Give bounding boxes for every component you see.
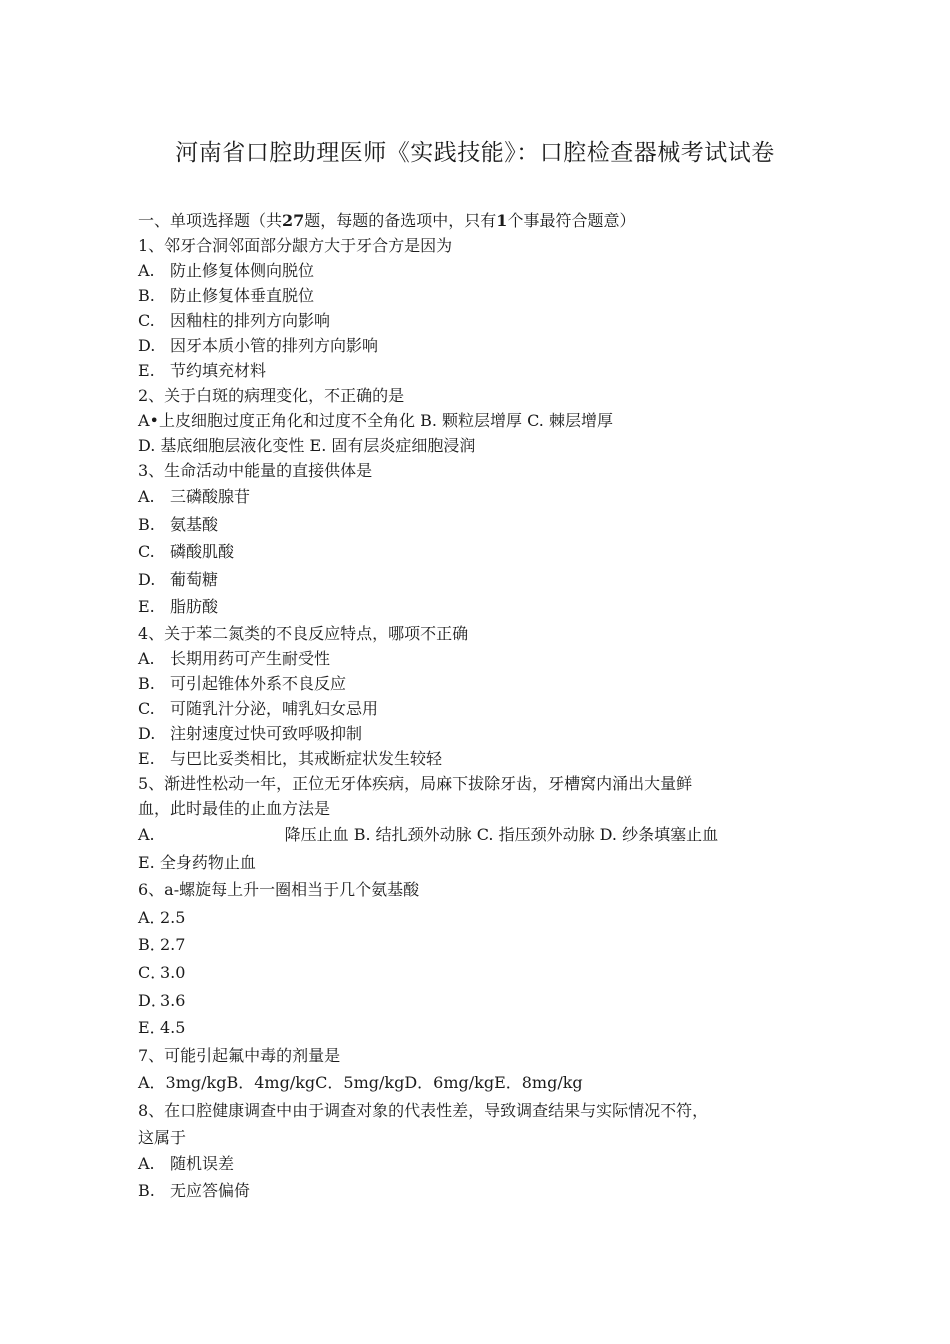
option-letter: C． [138,962,167,982]
option-letter: A. [138,824,155,844]
option-text: 节约填充材料 [170,361,267,380]
option-text: 三磷酸腺苷 [170,487,251,506]
answer-option [138,593,818,621]
question-count: 27 [282,211,305,230]
option-text: 注射速度过快可致呼吸抑制 [170,723,363,743]
answer-option [138,358,818,383]
option-letter: A． [138,907,166,927]
option-text: 随机误差 [170,1153,235,1173]
answer-option [138,333,818,358]
answer-option [138,904,818,932]
inline-options [138,821,818,849]
option-text: 3.6 [160,990,186,1010]
question-stem: 1、邻牙合洞邻面部分龈方大于牙合方是因为 [138,236,453,255]
answer-option [138,959,818,987]
option-text: 2.7 [160,935,186,955]
option-letter: E. [138,597,155,617]
option-letter: C. [138,698,155,718]
question-stem-continued: 这属于 [138,1127,187,1147]
answer-option [138,538,818,566]
option-text: 与巴比妥类相比，其戒断症状发生较轻 [170,748,443,768]
option-letter: B. [138,514,155,534]
option-text: 长期用药可产生耐受性 [170,648,331,668]
question-stem: 8、在口腔健康调查中由于调查对象的代表性差，导致调查结果与实际情况不符， [138,1100,709,1120]
option-text: 可引起锥体外系不良反应 [170,673,347,693]
option-text: 磷酸肌酸 [170,542,235,562]
answer-option [138,1150,818,1178]
option-text: 防止修复体垂直脱位 [170,286,315,305]
option-letter: C. [138,542,155,562]
option-letter: D． [138,990,167,1010]
option-letter: E. [138,748,155,768]
option-text: 脂肪酸 [170,597,219,617]
option-letter: A. [138,261,155,280]
inline-options: D. 基底细胞层液化变性 E. 固有层炎症细胞浸润 [138,436,476,455]
question-stem: 4、关于苯二氮类的不良反应特点，哪项不正确 [138,623,469,643]
option-text: 葡萄糖 [170,569,219,589]
option-letter: A. [138,1153,155,1173]
question-stem: 2、关于白斑的病理变化，不正确的是 [138,386,405,405]
option-text: 因牙本质小管的排列方向影响 [170,336,379,355]
option-letter: C. [138,311,155,330]
option-text: 氨基酸 [170,514,219,534]
inline-options: A．3mg/kgB．4mg/kgC．5mg/kgD．6mg/kgE．8mg/kg [138,1073,583,1093]
option-text: 无应答偏倚 [170,1181,251,1201]
answer-option [138,931,818,959]
option-letter: E． [138,1018,166,1038]
option-letter: A. [138,487,155,506]
answer-option [138,746,818,771]
option-letter: B. [138,286,155,305]
option-letter: B. [138,673,155,693]
option-letter: E. [138,361,155,380]
question-stem: 3、生命活动中能量的直接供体是 [138,461,373,480]
option-text: 2.5 [160,907,186,927]
option-letter: A. [138,648,155,668]
answer-option [138,987,818,1015]
option-text: 因釉柱的排列方向影响 [170,311,331,330]
option-text: 可随乳汁分泌，哺乳妇女忌用 [170,698,379,718]
section-header: 一、单项选择题（共27题，每题的备选项中，只有1个事最符合题意） [138,211,636,230]
answer-option [138,1177,818,1205]
answer-option [138,511,818,539]
inline-options: E. 全身药物止血 [138,852,256,872]
question-stem: 7、可能引起氟中毒的剂量是 [138,1045,341,1065]
option-letter: D. [138,569,156,589]
document-title: 河南省口腔助理医师《实践技能》：口腔检查器械考试试卷 [175,140,775,166]
answer-option [138,646,818,671]
option-text: 4.5 [160,1018,186,1038]
question-stem: 5、渐进性松动一年，正位无牙体疾病，局麻下拔除牙齿，牙槽窝内涌出大量鲜 [138,773,693,793]
answer-option [138,308,818,333]
option-letter: B． [138,935,166,955]
option-text: 降压止血 B. 结扎颈外动脉 C. 指压颈外动脉 D. 纱条填塞止血 [284,824,719,844]
option-letter: B. [138,1181,155,1201]
answer-option [138,566,818,594]
answer-option [138,1014,818,1042]
answer-count: 1 [496,211,508,230]
answer-option [138,721,818,746]
question-stem: 6、a-螺旋每上升一圈相当于几个氨基酸 [138,880,420,900]
answer-option [138,671,818,696]
answer-option [138,258,818,283]
option-letter: D. [138,336,156,355]
option-letter: D. [138,723,156,743]
answer-option [138,483,818,511]
question-stem-continued: 血，此时最佳的止血方法是 [138,798,331,818]
inline-options: A•上皮细胞过度正角化和过度不全角化 B. 颗粒层增厚 C. 棘层增厚 [138,411,613,430]
option-text: 防止修复体侧向脱位 [170,261,315,280]
question-list [138,208,818,1205]
answer-option [138,283,818,308]
answer-option [138,696,818,721]
option-text: 3.0 [160,962,186,982]
